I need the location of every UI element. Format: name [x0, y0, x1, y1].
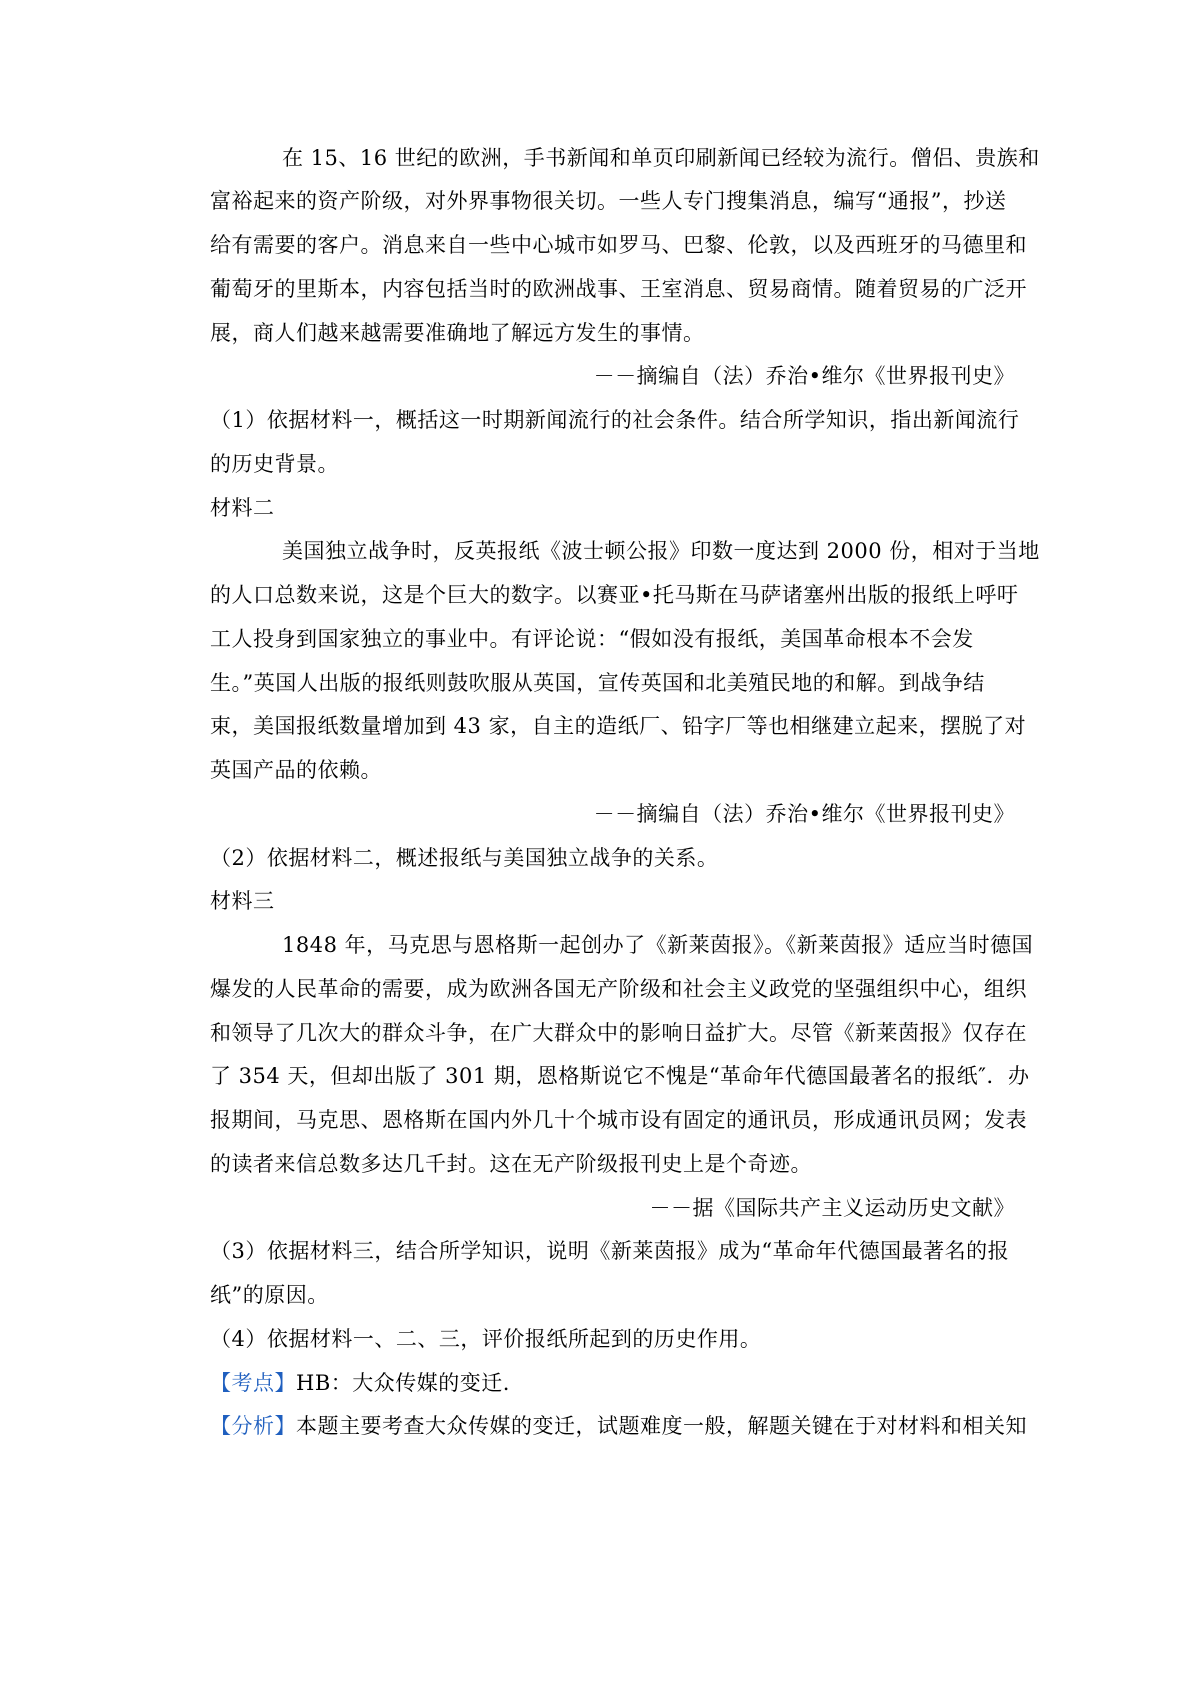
material2-line: 的人口总数来说，这是个巨大的数字。以赛亚•托马斯在马萨诸塞州出版的报纸上呼吁	[210, 583, 1019, 607]
material1-line: 给有需要的客户。消息来自一些中心城市如罗马、巴黎、伦敦，以及西班牙的马德里和	[210, 233, 1027, 257]
question3-line: （3）依据材料三，结合所学知识，说明《新莱茵报》成为“革命年代德国最著名的报	[210, 1239, 1010, 1263]
fenxi-text: 本题主要考查大众传媒的变迁，试题难度一般，解题关键在于对材料和相关知	[296, 1414, 1027, 1438]
material3-heading: 材料三	[210, 889, 275, 913]
material3-line: 和领导了几次大的群众斗争，在广大群众中的影响日益扩大。尽管《新莱茵报》仅存在	[210, 1021, 1027, 1045]
fenxi-line	[210, 1411, 1030, 1441]
material3-line: 的读者来信总数多达几千封。这在无产阶级报刊史上是个奇迹。	[210, 1152, 812, 1176]
material2-line: 束，美国报纸数量增加到 43 家，自主的造纸厂、铅字厂等也相继建立起来，摆脱了对	[210, 714, 1027, 738]
material3-source: －－据《国际共产主义运动历史文献》	[649, 1196, 1015, 1220]
question1-line: 的历史背景。	[210, 452, 339, 476]
material1-line: 富裕起来的资产阶级，对外界事物很关切。一些人专门搜集消息，编写“通报”，抄送	[210, 189, 1007, 213]
kaodian-text: HB：大众传媒的变迁.	[296, 1371, 510, 1395]
fenxi-tag: 【分析】	[210, 1414, 296, 1438]
material2-source: －－摘编自（法）乔治•维尔《世界报刊史》	[593, 802, 1015, 826]
question1-line: （1）依据材料一，概括这一时期新闻流行的社会条件。结合所学知识，指出新闻流行	[210, 408, 1020, 432]
kaodian-line	[210, 1368, 1030, 1398]
material3-line: 1848 年，马克思与恩格斯一起创办了《新莱茵报》。《新莱茵报》适应当时德国	[282, 933, 1034, 957]
material2-heading: 材料二	[210, 496, 275, 520]
material1-line: 展，商人们越来越需要准确地了解远方发生的事情。	[210, 321, 705, 345]
material2-line: 工人投身到国家独立的事业中。有评论说：“假如没有报纸，美国革命根本不会发	[210, 627, 974, 651]
material3-line: 报期间，马克思、恩格斯在国内外几十个城市设有固定的通讯员，形成通讯员网；发表	[210, 1108, 1027, 1132]
question2-line: （2）依据材料二，概述报纸与美国独立战争的关系。	[210, 846, 719, 870]
material3-line: 爆发的人民革命的需要，成为欧洲各国无产阶级和社会主义政党的坚强组织中心，组织	[210, 977, 1027, 1001]
material3-line: 了 354 天，但却出版了 301 期，恩格斯说它不愧是“革命年代德国最著名的报纸″．办	[210, 1064, 1030, 1088]
material1-line: 葡萄牙的里斯本，内容包括当时的欧洲战事、王室消息、贸易商情。随着贸易的广泛开	[210, 277, 1027, 301]
question3-line: 纸”的原因。	[210, 1283, 329, 1307]
material1-source: －－摘编自（法）乔治•维尔《世界报刊史》	[593, 364, 1015, 388]
kaodian-tag: 【考点】	[210, 1371, 296, 1395]
material1-line: 在 15、16 世纪的欧洲，手书新闻和单页印刷新闻已经较为流行。僧侣、贵族和	[282, 146, 1040, 170]
material2-line: 美国独立战争时，反英报纸《波士顿公报》印数一度达到 2000 份，相对于当地	[282, 539, 1040, 563]
material2-line: 英国产品的依赖。	[210, 758, 382, 782]
material2-line: 生。”英国人出版的报纸则鼓吹服从英国，宣传英国和北美殖民地的和解。到战争结	[210, 671, 985, 695]
question4-line: （4）依据材料一、二、三，评价报纸所起到的历史作用。	[210, 1327, 762, 1351]
